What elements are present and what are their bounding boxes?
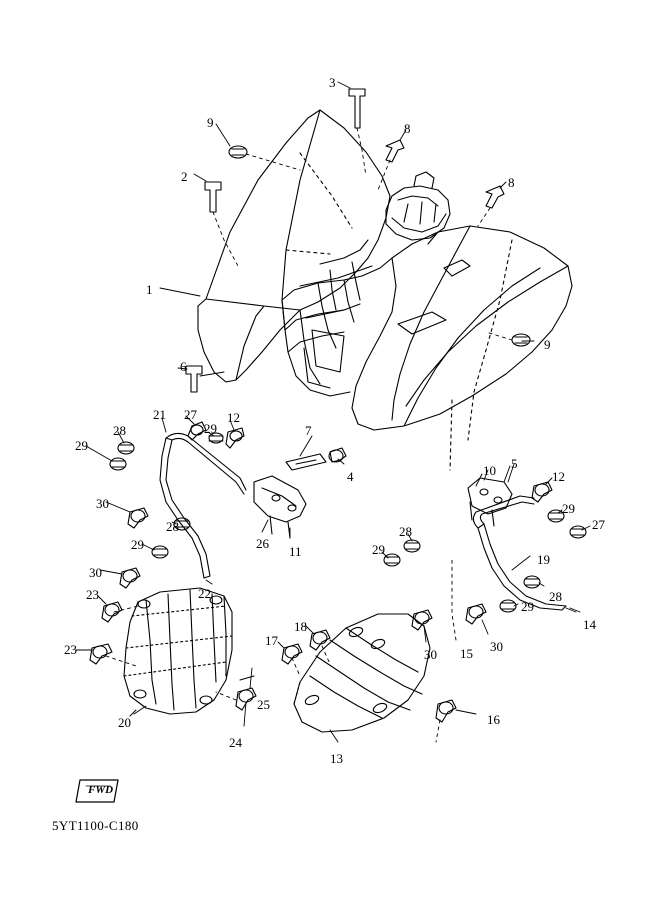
callout-18: 18 [294, 619, 307, 634]
callout-3: 3 [329, 75, 336, 90]
callout-22: 22 [198, 586, 211, 601]
callout-19: 19 [537, 552, 550, 567]
callout-20: 20 [118, 715, 131, 730]
callout-26: 26 [256, 536, 269, 551]
fwd-direction-label: FWD [88, 784, 114, 796]
callout-9-left: 9 [207, 115, 214, 130]
callout-21: 21 [153, 407, 166, 422]
callout-16: 16 [487, 712, 500, 727]
callout-28-b: 28 [166, 519, 179, 534]
callout-25: 25 [257, 697, 270, 712]
callout-28-d: 28 [549, 589, 562, 604]
callout-29-d: 29 [372, 542, 385, 557]
callout-29-b: 29 [204, 421, 217, 436]
callout-1: 1 [146, 282, 153, 297]
callout-28-a: 28 [113, 423, 126, 438]
callout-27-right: 27 [592, 517, 605, 532]
callout-15: 15 [460, 646, 473, 661]
callout-14: 14 [583, 617, 596, 632]
callout-30-b: 30 [89, 565, 102, 580]
callout-8-upper: 8 [404, 121, 411, 136]
callout-29-e: 29 [562, 501, 575, 516]
callout-17: 17 [265, 633, 278, 648]
callout-12-right: 12 [552, 469, 565, 484]
callout-10: 10 [483, 463, 496, 478]
callout-5: 5 [511, 456, 518, 471]
callout-2: 2 [181, 169, 188, 184]
callout-13: 13 [330, 751, 343, 766]
callout-4: 4 [347, 469, 354, 484]
callout-8-right: 8 [508, 175, 515, 190]
callout-9-right: 9 [544, 337, 551, 352]
callout-30-c: 30 [424, 647, 437, 662]
callout-24: 24 [229, 735, 242, 750]
callout-29-c: 29 [131, 537, 144, 552]
callout-30-d: 30 [490, 639, 503, 654]
callout-28-c: 28 [399, 524, 412, 539]
callout-30-a: 30 [96, 496, 109, 511]
callout-29-f: 29 [521, 599, 534, 614]
callout-12-left: 12 [227, 410, 240, 425]
callout-11: 11 [289, 544, 302, 559]
callout-7: 7 [305, 423, 312, 438]
callout-27-left: 27 [184, 407, 197, 422]
callout-6: 6 [180, 359, 187, 374]
callout-23-upper: 23 [86, 587, 99, 602]
callout-23-lower: 23 [64, 642, 77, 657]
callout-29-a: 29 [75, 438, 88, 453]
diagram-part-code: 5YT1100-C180 [52, 818, 139, 833]
